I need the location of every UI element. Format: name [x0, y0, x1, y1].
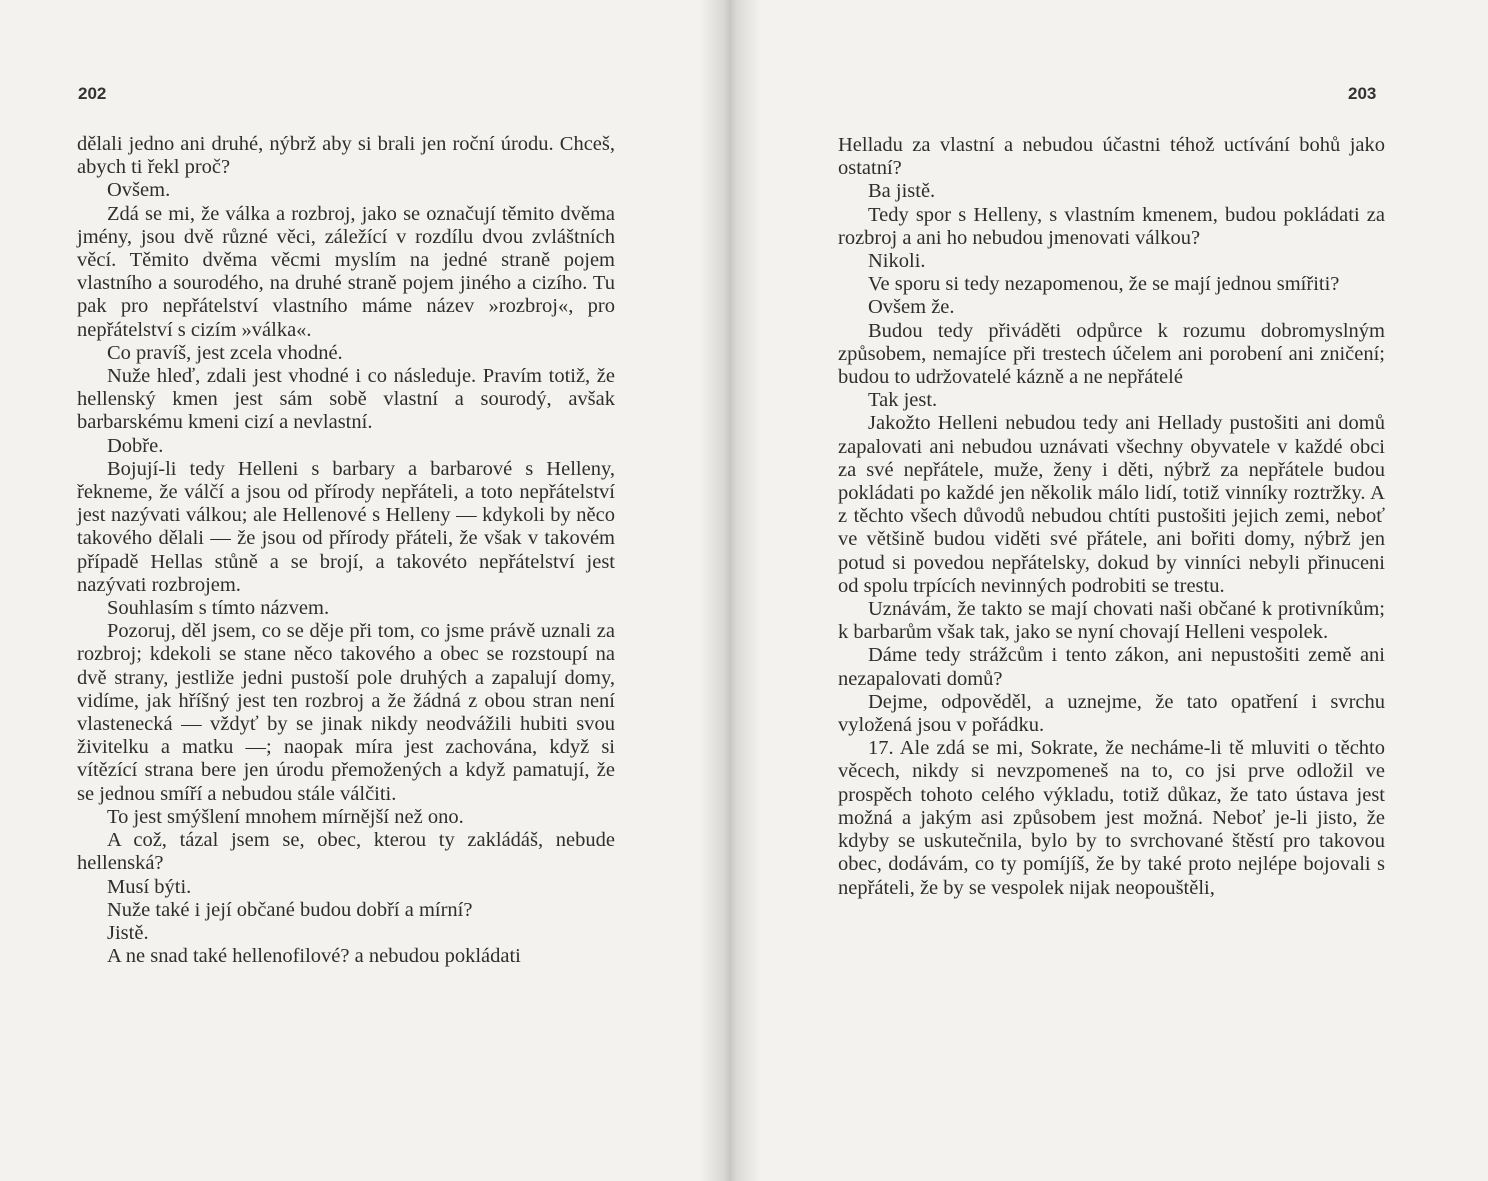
- paragraph: Ovšem že.: [868, 296, 955, 319]
- paragraph: Tedy spor s Helleny, s vlastním kmenem, budou pokládati za rozbroj a ani ho nebudou jmenovati válkou?: [838, 203, 1385, 249]
- paragraph: Nuže také i její občané budou dobří a mírní?: [107, 898, 473, 921]
- left-page-number: 202: [78, 84, 107, 103]
- paragraph: A ne snad také hellenofilové? a nebudou pokládati: [107, 945, 521, 968]
- paragraph: Bojují-li tedy Helleni s barbary a barbarové s Helleny, řekneme, že válčí a jsou od přírody nepřáteli, a toto nepřátelství jest nazývati válkou; ale Hellenové s Helleny — kdykoli by něco takového dělali — že jsou od přírody přáteli, že však v takovém případě Hellas stůně a se brojí, a takovéto nepřátelství jest nazývati rozbrojem.: [77, 457, 615, 596]
- paragraph: Pozoruj, děl jsem, co se děje při tom, co jsme právě uznali za rozbroj; kdekoli se stane něco takového a obec se rozstoupí na dvě strany, jestliže jedni pustoší pole druhých a zapalují domy, vidíme, jak hříšný jest ten rozbroj a že žádná z obou stran není vlastenecká — vždyť by se jinak nikdy neodvážili hubiti svou živitelku a matku —; naopak míra jest zachována, když si vítězící strana bere jen úrodu přemožených a když pamatují, že se jednou smíří a nebudou stále válčiti.: [77, 620, 615, 805]
- paragraph: Dáme tedy strážcům i tento zákon, ani nepustošiti země ani nezapalovati domů?: [838, 644, 1385, 690]
- paragraph: Jakožto Helleni nebudou tedy ani Hellady pustošiti ani domů zapalovati ani nebudou uznávati všechny obyvatele v každé obci za své nepřátele, muže, ženy i děti, nýbrž za nepřátele budou pokládati po každé jen několik málo lidí, totiž vinníky roztržky. A z těchto všech důvodů nebudou chtíti pustošiti jejich zemi, neboť ve většině budou viděti své přátele, ani bořiti domy, nýbrž jen potud si povedou nepřátelsky, dokud by vinníci nebyli přinuceni od spolu trpících nevinných podrobiti se trestu.: [838, 412, 1385, 597]
- paragraph: Helladu za vlastní a nebudou účastni téhož uctívání bohů jako ostatní?: [838, 134, 1385, 180]
- paragraph: Nuže hleď, zdali jest vhodné i co následuje. Pravím totiž, že hellenský kmen jest sám sobě vlastní a sourodý, avšak barbarskému kmeni cizí a nevlastní.: [77, 365, 615, 434]
- left-page: [0, 0, 700, 1181]
- paragraph: Ba jistě.: [868, 180, 936, 203]
- paragraph: dělali jedno ani druhé, nýbrž aby si brali jen roční úrodu. Chceš, abych ti řekl proč?: [77, 133, 615, 179]
- right-page: [760, 0, 1488, 1181]
- paragraph: Dejme, odpověděl, a uznejme, že tato opatření i svrchu vyložená jsou v pořádku.: [838, 690, 1385, 737]
- right-page-text: [838, 134, 1385, 900]
- paragraph: Souhlasím s tímto názvem.: [107, 597, 330, 620]
- paragraph: Dobře.: [107, 434, 164, 457]
- paragraph: Musí býti.: [107, 875, 192, 898]
- paragraph: Tak jest.: [868, 389, 938, 412]
- paragraph: Zdá se mi, že válka a rozbroj, jako se označují těmito dvěma jmény, jsou dvě různé věci, záležící v rozdílu dvou zvláštních věcí. Těmito dvěma věcmi myslím na jedné straně pojem vlastního a sourodého, na druhé straně pojem jiného a cizího. Tu pak pro nepřátelství vlastního máme název »rozbroj«, pro nepřátelství s cizím »válka«.: [77, 202, 615, 341]
- paragraph: To jest smýšlení mnohem mírnější než ono.: [107, 805, 464, 828]
- paragraph: Jistě.: [107, 921, 149, 944]
- paragraph: Budou tedy přiváděti odpůrce k rozumu dobromyslným způsobem, nemajíce při trestech účelem ani porobení ani zničení; budou to udržovatelé kázně a ne nepřátelé: [838, 319, 1385, 389]
- paragraph: Co pravíš, jest zcela vhodné.: [107, 341, 343, 364]
- paragraph: 17. Ale zdá se mi, Sokrate, že necháme-li tě mluviti o těchto věcech, nikdy si nevzpomeneš na to, co jsi prve odložil ve prospěch tohoto celého výkladu, totiž důkaz, že tato ústava jest možná a jakým asi způsobem jest možná. Neboť je-li jisto, že kdyby se uskutečnila, bylo by to svrchované štěstí pro takovou obec, dodávám, co ty pomíjíš, že by také proto nejlépe bojovali s nepřáteli, že by se vespolek nijak neopouštěli,: [838, 737, 1385, 899]
- paragraph: Ve sporu si tedy nezapomenou, že se mají jednou smířiti?: [868, 273, 1340, 296]
- paragraph: Nikoli.: [868, 250, 926, 273]
- book-gutter: [700, 0, 760, 1181]
- right-page-number: 203: [1348, 84, 1377, 103]
- paragraph: Ovšem.: [107, 179, 171, 202]
- left-page-text: [77, 133, 615, 968]
- paragraph: Uznávám, že takto se mají chovati naši občané k protivníkům; k barbarům však tak, jako se nyní chovají Helleni vespolek.: [838, 598, 1385, 644]
- paragraph: A což, tázal jsem se, obec, kterou ty zakládáš, nebude hellenská?: [77, 829, 615, 875]
